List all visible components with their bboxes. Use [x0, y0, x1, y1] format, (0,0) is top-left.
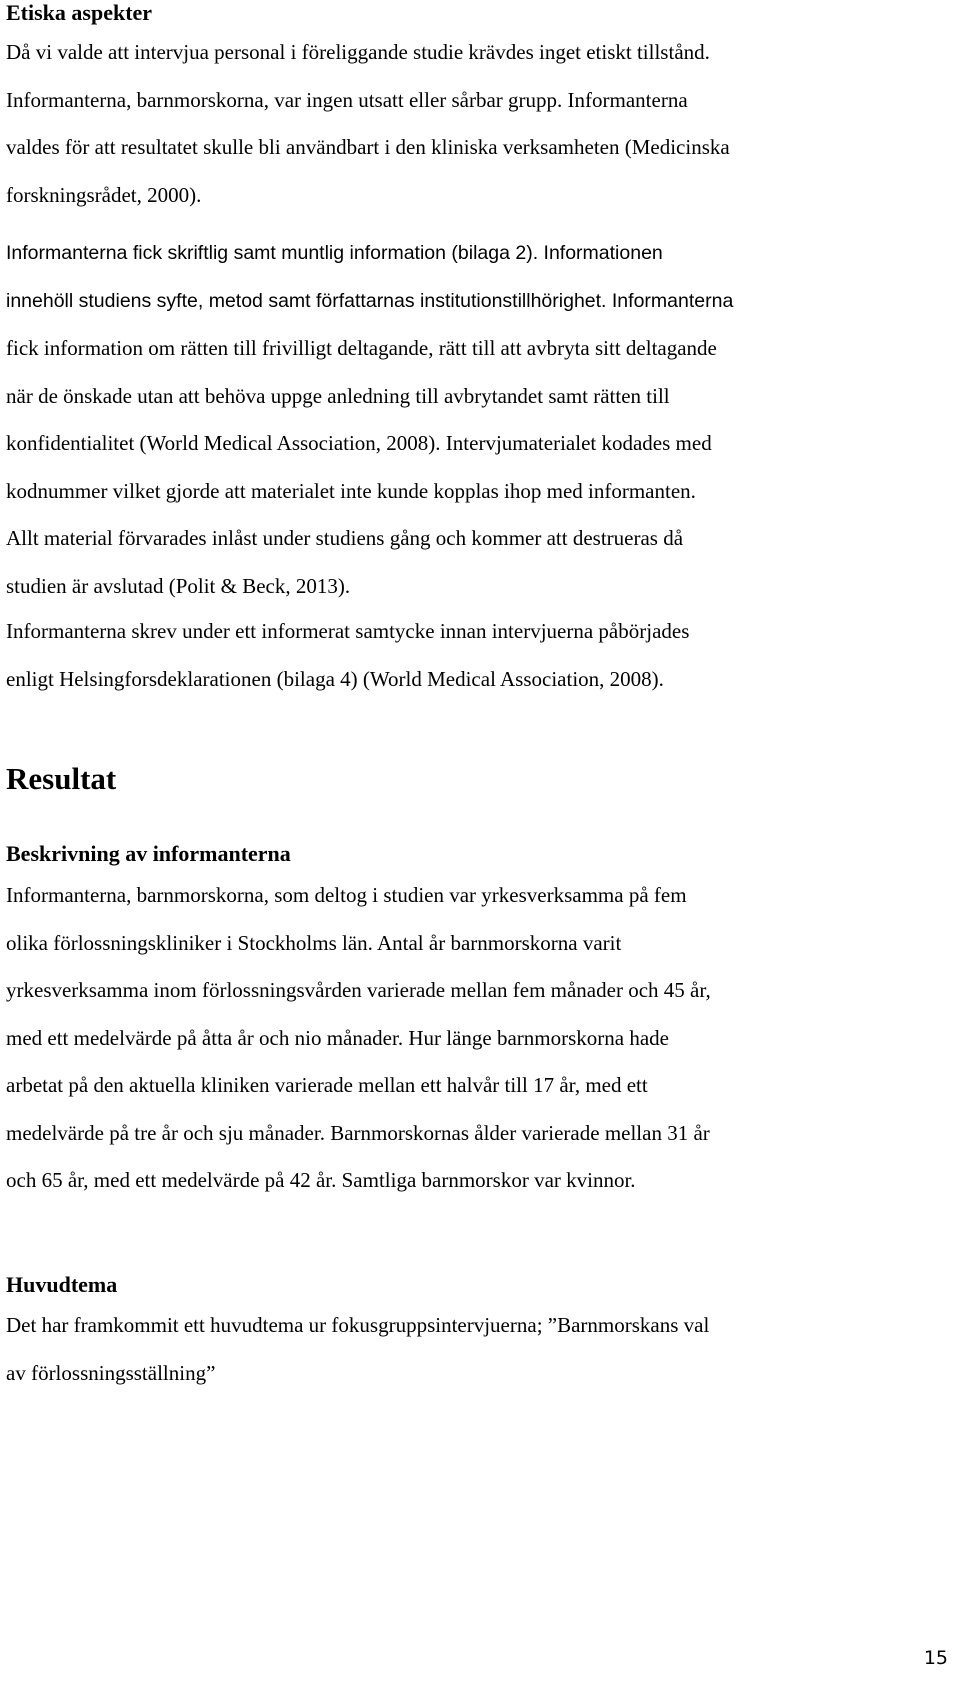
paragraph-etiska-1 [6, 29, 730, 219]
text-line: enligt Helsingforsdeklarationen (bilaga 4) (World Medical Association, 2008). [6, 666, 664, 691]
document-page [6, 0, 956, 1681]
text-line: Det har framkommit ett huvudtema ur fokusgruppsintervjuerna; ”Barnmorskans val [6, 1313, 710, 1337]
text-line: medelvärde på tre år och sju månader. Barnmorskornas ålder varierade mellan 31 år [6, 1120, 710, 1145]
text-line: forskningsrådet, 2000). [6, 182, 202, 207]
text-line: Informanterna skrev under ett informerat samtycke innan intervjuerna påbörjades [6, 619, 690, 643]
text-line: kodnummer vilket gjorde att materialet inte kunde kopplas ihop med informanten. [6, 478, 696, 503]
text-line: Informanterna fick skriftlig samt muntlig information (bilaga 2). Informationen [6, 242, 663, 264]
paragraph-etiska-2 [6, 230, 733, 610]
section-heading-etiska-aspekter: Etiska aspekter [6, 0, 153, 25]
text-line: valdes för att resultatet skulle bli användbart i den kliniska verksamheten (Medicinska [6, 135, 730, 159]
text-line: arbetat på den aktuella kliniken varierade mellan ett halvår till 17 år, med ett [6, 1073, 648, 1097]
subsection-heading-huvudtema: Huvudtema [6, 1272, 118, 1297]
text-line: med ett medelvärde på åtta år och nio månader. Hur länge barnmorskorna hade [6, 1025, 669, 1050]
text-line: innehöll studiens syfte, metod samt författarnas institutionstillhörighet. Informanterna [6, 289, 734, 312]
text-line: Då vi valde att intervjua personal i föreliggande studie krävdes inget etiskt tillstånd. [6, 40, 710, 64]
text-line: när de önskade utan att behöva uppge anledning till avbrytandet samt rätten till [6, 383, 670, 408]
paragraph-huvudtema-1 [6, 1302, 709, 1397]
text-line: yrkesverksamma inom förlossningsvården varierade mellan fem månader och 45 år, [6, 978, 711, 1002]
text-line: Informanterna, barnmorskorna, som deltog i studien var yrkesverksamma på fem [6, 883, 687, 907]
text-line: studien är avslutad (Polit & Beck, 2013). [6, 573, 351, 598]
paragraph-etiska-3 [6, 608, 689, 703]
text-line: konfidentialitet (World Medical Association, 2008). Intervjumaterialet kodades med [6, 431, 712, 455]
text-line: fick information om rätten till frivilligt deltagande, rätt till att avbryta sitt deltagande [6, 336, 717, 360]
subsection-heading-beskrivning: Beskrivning av informanterna [6, 841, 291, 866]
text-line: och 65 år, med ett medelvärde på 42 år. Samtliga barnmorskor var kvinnor. [6, 1168, 636, 1192]
paragraph-beskrivning-1 [6, 872, 711, 1205]
page-number: 15 [923, 1647, 948, 1669]
text-line: olika förlossningskliniker i Stockholms län. Antal år barnmorskorna varit [6, 930, 622, 955]
text-line: Allt material förvarades inlåst under studiens gång och kommer att destrueras då [6, 526, 684, 550]
section-heading-resultat: Resultat [6, 761, 117, 796]
text-line: av förlossningsställning” [6, 1360, 216, 1385]
text-line: Informanterna, barnmorskorna, var ingen utsatt eller sårbar grupp. Informanterna [6, 87, 688, 112]
